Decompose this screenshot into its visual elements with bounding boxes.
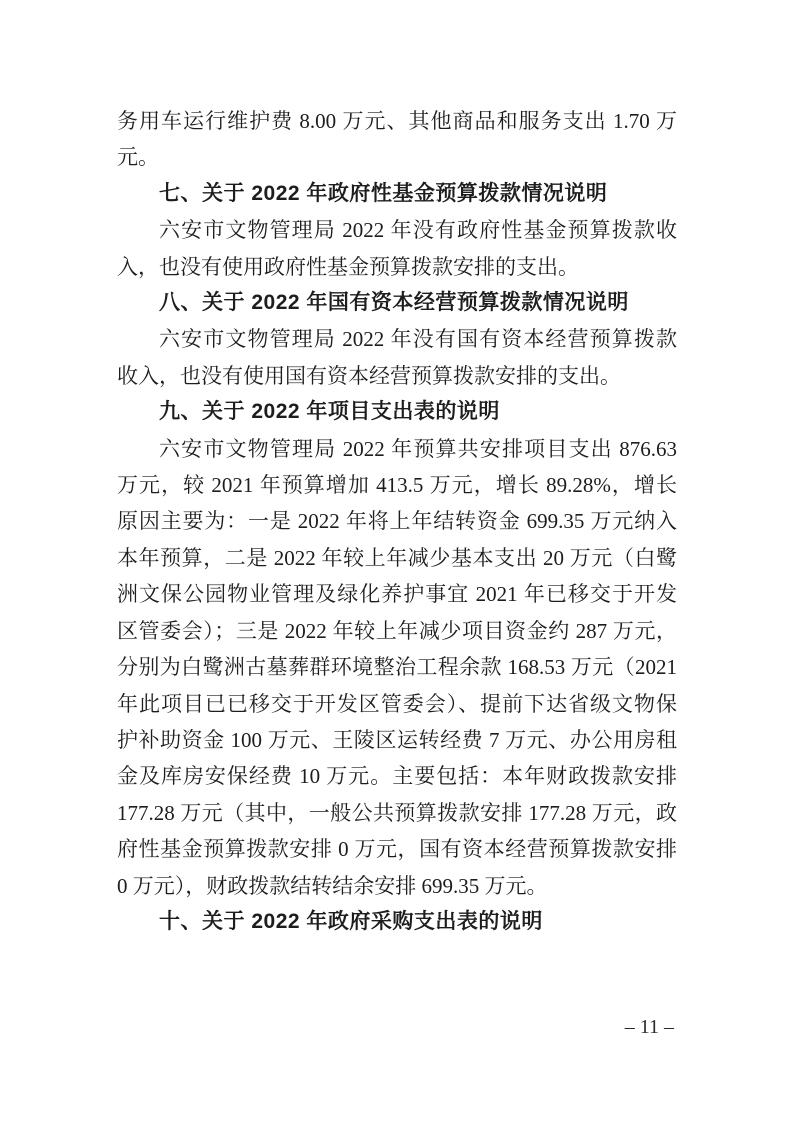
text-line: 金及库房安保经费 10 万元。主要包括：本年财政拨款安排: [117, 764, 677, 789]
text-line: 万元，较 2021 年预算增加 413.5 万元，增长 89.28%，增长: [117, 473, 677, 498]
section-heading: 九、关于 2022 年项目支出表的说明: [159, 400, 500, 424]
document-body: [117, 103, 677, 940]
section-heading: 十、关于 2022 年政府采购支出表的说明: [159, 909, 543, 933]
page-number: – 11 –: [624, 1016, 674, 1038]
text-line: 区管委会）；三是 2022 年较上年减少项目资金约 287 万元，: [117, 618, 677, 643]
section-heading: 八、关于 2022 年国有资本经营预算拨款情况说明: [159, 291, 629, 315]
text-line: 年此项目已已移交于开发区管委会）、提前下达省级文物保: [117, 691, 677, 716]
text-line: 0 万元），财政拨款结转结余安排 699.35 万元。: [117, 873, 548, 898]
text-line: 六安市文物管理局 2022 年没有政府性基金预算拨款收: [159, 218, 677, 243]
text-line: 收入，也没有使用国有资本经营预算拨款安排的支出。: [117, 363, 621, 388]
text-line: 务用车运行维护费 8.00 万元、其他商品和服务支出 1.70 万: [117, 109, 677, 133]
text-line: 原因主要为：一是 2022 年将上年结转资金 699.35 万元纳入: [117, 509, 677, 534]
section-heading: 七、关于 2022 年政府性基金预算拨款情况说明: [159, 181, 608, 205]
text-line: 六安市文物管理局 2022 年预算共安排项目支出 876.63: [159, 436, 677, 461]
paragraph: [117, 212, 677, 285]
text-line: 六安市文物管理局 2022 年没有国有资本经营预算拨款: [159, 327, 677, 352]
paragraph: [117, 103, 677, 176]
text-line: 入，也没有使用政府性基金预算拨款安排的支出。: [117, 254, 579, 279]
text-line: 分别为白鹭洲古墓葬群环境整治工程余款 168.53 万元（2021: [117, 655, 677, 680]
text-line: 府性基金预算拨款安排 0 万元，国有资本经营预算拨款安排: [117, 837, 677, 862]
text-line: 护补助资金 100 万元、王陵区运转经费 7 万元、办公用房租: [117, 727, 677, 752]
text-line: 本年预算，二是 2022 年较上年减少基本支出 20 万元（白鹭: [117, 545, 677, 570]
paragraph: [117, 431, 677, 904]
paragraph: [117, 321, 677, 394]
text-line: 177.28 万元（其中，一般公共预算拨款安排 177.28 万元，政: [117, 800, 677, 825]
text-line: 元。: [117, 145, 159, 170]
text-line: 洲文保公园物业管理及绿化养护事宜 2021 年已移交于开发: [117, 582, 677, 607]
